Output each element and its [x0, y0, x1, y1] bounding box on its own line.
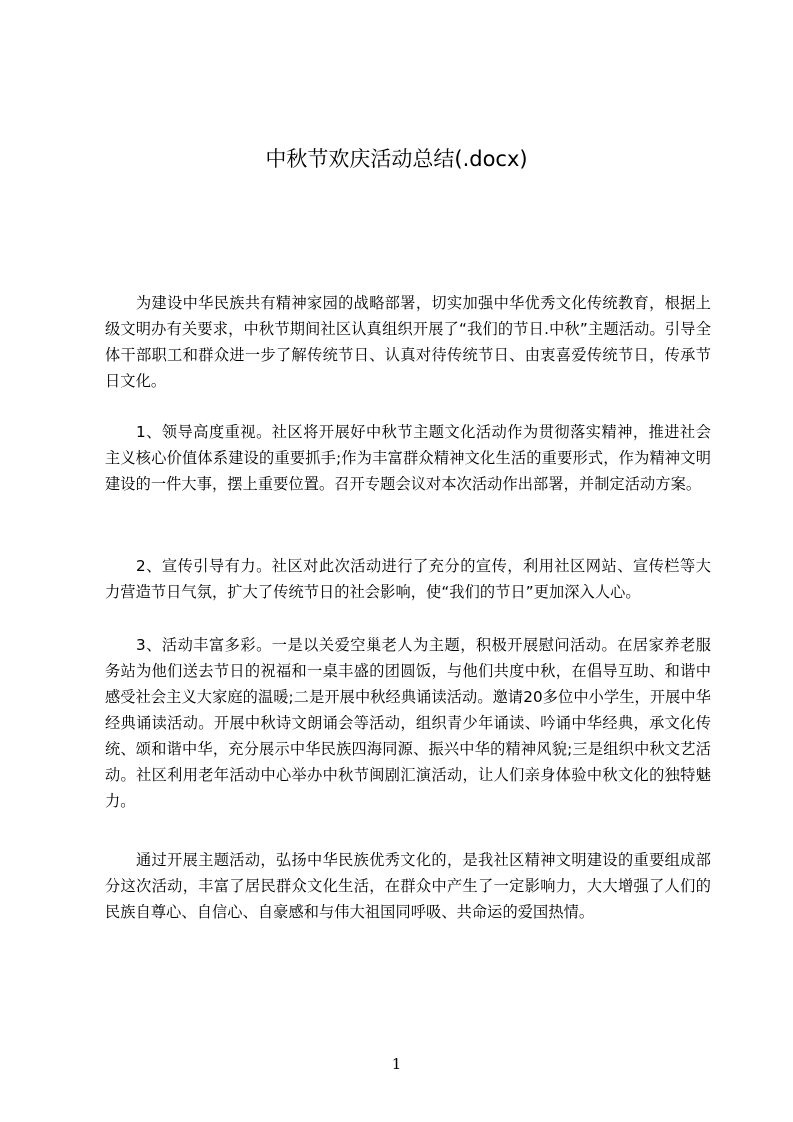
paragraph-publicity: 2、宣传引导有力。社区对此次活动进行了充分的宣传，利用社区网站、宣传栏等大力营造节日气氛，扩大了传统节日的社会影响，使“我们的节日”更加深入人心。	[105, 557, 711, 601]
paragraph-conclusion: 通过开展主题活动，弘扬中华民族优秀文化的，是我社区精神文明建设的重要组成部分这次活动，丰富了居民群众文化生活，在群众中产生了一定影响力，大大增强了人们的民族自尊心、自信心、自豪感和与伟大祖国同呼吸、共命运的爱国热情。	[105, 851, 711, 921]
paragraph-leadership: 1、领导高度重视。社区将开展好中秋节主题文化活动作为贯彻落实精神，推进社会主义核心价值体系建设的重要抓手;作为丰富群众精神文化生活的重要形式，作为精神文明建设的一件大事，摆上重要位置。召开专题会议对本次活动作出部署，并制定活动方案。	[105, 423, 711, 493]
paragraph-intro: 为建设中华民族共有精神家园的战略部署，切实加强中华优秀文化传统教育，根据上级文明办有关要求，中秋节期间社区认真组织开展了“我们的节日.中秋”主题活动。引导全体干部职工和群众进一步了解传统节日、认真对待传统节日、由衷喜爱传统节日，传承节日文化。	[105, 294, 711, 390]
document-title: 中秋节欢庆活动总结(.docx)	[265, 147, 528, 171]
page-number: 1	[391, 1055, 402, 1073]
paragraph-activities: 3、活动丰富多彩。一是以关爱空巢老人为主题，积极开展慰问活动。在居家养老服务站为他们送去节日的祝福和一桌丰盛的团圆饭，与他们共度中秋，在倡导互助、和谐中感受社会主义大家庭的温暖;二是开展中秋经典诵读活动。邀请20多位中小学生，开展中华经典诵读活动。开展中秋诗文朗诵会等活动，组织青少年诵读、吟诵中华经典，承文化传统、颂和谐中华，充分展示中华民族四海同源、振兴中华的精神风貌;三是组织中秋文艺活动。社区利用老年活动中心举办中秋节闽剧汇演活动，让人们亲身体验中秋文化的独特魅力。	[105, 636, 711, 810]
